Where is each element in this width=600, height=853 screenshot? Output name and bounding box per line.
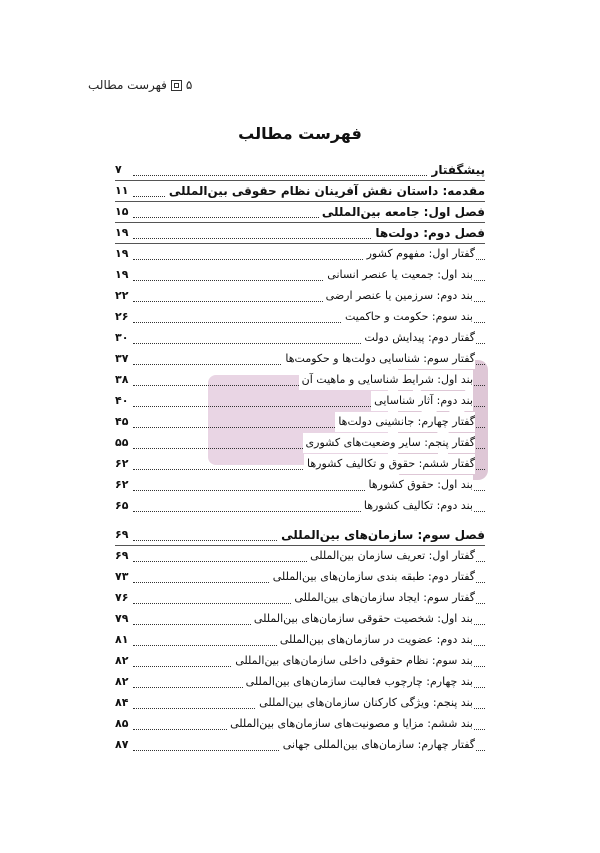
toc-entry-page: ۷۹ xyxy=(115,609,131,629)
running-header xyxy=(88,78,192,92)
toc-entry[interactable] xyxy=(115,735,485,756)
toc-entry[interactable] xyxy=(115,223,485,244)
toc-entry-page: ۳۷ xyxy=(115,349,131,369)
toc-entry[interactable] xyxy=(115,349,485,370)
toc-entry-label: گفتار سوم: ایجاد سازمان‌های بین‌المللی xyxy=(291,588,475,608)
toc-entry-label: فصل دوم: دولت‌ها xyxy=(372,223,485,243)
toc-entry-label: گفتار چهارم: سازمان‌های بین‌المللی جهانی xyxy=(280,735,475,755)
toc-entry[interactable] xyxy=(115,391,485,412)
toc-entry-page: ۸۵ xyxy=(115,714,131,734)
toc-entry-label: گفتار سوم: شناسایی دولت‌ها و حکومت‌ها xyxy=(282,349,475,369)
toc-entry[interactable] xyxy=(115,433,485,454)
toc-entry-page: ۱۹ xyxy=(115,265,131,285)
toc-entry-label: فصل سوم: سازمان‌های بین‌المللی xyxy=(278,525,485,545)
toc-entry[interactable] xyxy=(115,202,485,223)
toc-entry-label: بند اول: جمعیت یا عنصر انسانی xyxy=(324,265,473,285)
toc-entry-page: ۷ xyxy=(115,160,125,180)
toc-entry-label: گفتار دوم: پیدایش دولت xyxy=(361,328,475,348)
toc-entry[interactable] xyxy=(115,651,485,672)
header-ornament-icon xyxy=(171,80,182,91)
toc-entry[interactable] xyxy=(115,609,485,630)
toc-entry-label: بند دوم: تکالیف کشورها xyxy=(361,496,473,516)
toc-entry[interactable] xyxy=(115,525,485,546)
toc-entry-page: ۸۴ xyxy=(115,693,131,713)
toc-entry-label: بند سوم: نظام حقوقی داخلی سازمان‌های بین‌المللی xyxy=(232,651,473,671)
toc-entry-label: مقدمه: داستان نقش آفرینان نظام حقوقی بین‌المللی xyxy=(166,181,485,201)
toc-entry-label: بند اول: حقوق کشورها xyxy=(366,475,474,495)
toc-entry-page: ۶۲ xyxy=(115,454,131,474)
toc-entry-page: ۸۲ xyxy=(115,672,131,692)
toc-entry-page: ۱۹ xyxy=(115,244,131,264)
toc-entry-page: ۷۳ xyxy=(115,567,131,587)
toc-entry[interactable] xyxy=(115,412,485,433)
toc-entry-page: ۲۲ xyxy=(115,286,131,306)
toc-entry-label: گفتار اول: مفهوم کشور xyxy=(364,244,475,264)
toc-entry-label: بند دوم: آثار شناسایی xyxy=(371,391,473,411)
page-title: فهرست مطالب xyxy=(238,124,362,143)
toc-entry-label: گفتار اول: تعریف سازمان بین‌المللی xyxy=(307,546,475,566)
toc-entry-label: گفتار دوم: طبقه بندی سازمان‌های بین‌المللی xyxy=(270,567,475,587)
toc-entry[interactable] xyxy=(115,370,485,391)
toc-entry-page: ۴۰ xyxy=(115,391,131,411)
toc-entry-label: بند ششم: مزایا و مصونیت‌های سازمان‌های بین‌المللی xyxy=(227,714,473,734)
toc-entry-page: ۸۲ xyxy=(115,651,131,671)
toc-entry-page: ۵۵ xyxy=(115,433,131,453)
toc-entry-label: فصل اول: جامعه بین‌المللی xyxy=(319,202,485,222)
toc-entry[interactable] xyxy=(115,181,485,202)
toc-entry-label: بند سوم: حکومت و حاکمیت xyxy=(342,307,473,327)
header-text: فهرست مطالب xyxy=(88,78,167,92)
toc-entry[interactable] xyxy=(115,286,485,307)
toc-entry-page: ۶۵ xyxy=(115,496,131,516)
toc-entry[interactable] xyxy=(115,244,485,265)
header-page-number: ۵ xyxy=(185,78,193,92)
toc-entry[interactable] xyxy=(115,475,485,496)
section-spacer xyxy=(115,517,485,525)
toc-entry-page: ۳۰ xyxy=(115,328,131,348)
toc-entry-page: ۱۵ xyxy=(115,202,131,222)
toc-entry-label: بند اول: شخصیت حقوقی سازمان‌های بین‌المللی xyxy=(251,609,473,629)
toc-entry-label: بند دوم: سرزمین یا عنصر ارضی xyxy=(323,286,473,306)
toc-entry-label: بند اول: شرایط شناسایی و ماهیت آن xyxy=(299,370,473,390)
toc-entry-page: ۶۲ xyxy=(115,475,131,495)
toc-entry-page: ۶۹ xyxy=(115,546,131,566)
toc-entry[interactable] xyxy=(115,546,485,567)
toc-entry[interactable] xyxy=(115,714,485,735)
toc-entry-label: گفتار پنجم: سایر وضعیت‌های کشوری xyxy=(303,433,475,453)
toc-entry-label: پیشگفتار xyxy=(428,160,485,180)
toc-entry[interactable] xyxy=(115,630,485,651)
toc-entry-page: ۲۶ xyxy=(115,307,131,327)
toc-entry[interactable] xyxy=(115,588,485,609)
toc-entry[interactable] xyxy=(115,496,485,517)
toc-entry-label: بند دوم: عضویت در سازمان‌های بین‌المللی xyxy=(277,630,473,650)
toc-entry[interactable] xyxy=(115,567,485,588)
toc-entry-page: ۸۷ xyxy=(115,735,131,755)
toc-entry-page: ۱۹ xyxy=(115,223,131,243)
toc-entry-page: ۱۱ xyxy=(115,181,131,201)
toc-entry-label: بند چهارم: چارچوب فعالیت سازمان‌های بین‌المللی xyxy=(243,672,473,692)
toc-entry[interactable] xyxy=(115,693,485,714)
toc-entry-label: بند پنجم: ویژگی کارکنان سازمان‌های بین‌المللی xyxy=(256,693,473,713)
toc-entry[interactable] xyxy=(115,307,485,328)
toc-entry-page: ۴۵ xyxy=(115,412,131,432)
toc-entry-label: گفتار چهارم: جانشینی دولت‌ها xyxy=(335,412,475,432)
toc-entry[interactable] xyxy=(115,160,485,181)
toc-entry[interactable] xyxy=(115,672,485,693)
table-of-contents xyxy=(115,160,485,756)
toc-entry[interactable] xyxy=(115,265,485,286)
toc-entry[interactable] xyxy=(115,454,485,475)
toc-entry-page: ۸۱ xyxy=(115,630,131,650)
toc-entry-page: ۶۹ xyxy=(115,525,131,545)
toc-entry-page: ۷۶ xyxy=(115,588,131,608)
toc-entry[interactable] xyxy=(115,328,485,349)
toc-entry-label: گفتار ششم: حقوق و تکالیف کشورها xyxy=(304,454,475,474)
toc-entry-page: ۳۸ xyxy=(115,370,131,390)
